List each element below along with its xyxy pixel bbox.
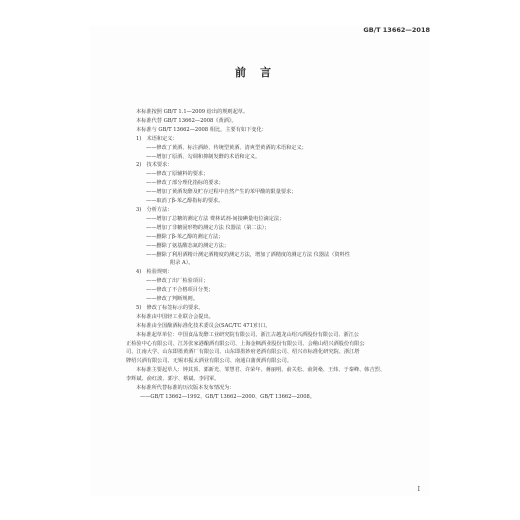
text-line: 附录 A）。 [170,260,194,267]
text-line: 本标准按照 GB/T 1.1—2009 给出的规则起草。 [136,109,249,115]
text-line: ——修改了不合格项目分类； [146,287,214,294]
text-line: 正检验中心有限公司、江苏张家港酿酒有限公司、上海金枫酒业股份有限公司、会稽山绍兴酒股份有限公 [126,340,365,347]
text-line: 本标准所代替标准的历次版本发布情况为： [136,385,235,392]
text-line: 2) 技术要求： [136,162,173,169]
text-line: ——修改了黄酒、标注酒龄、传统型黄酒、清爽型黄酒的术语和定义； [146,144,307,151]
text-line: 1) 术语和定义： [136,135,178,142]
text-line: ——增加了原酒、勾调和抑制发酵的术语和定义。 [146,153,261,160]
text-line: 牌绍兴酒有限公司、无锡市振太酒业有限公司、南通白蒲黄酒有限公司。 [126,358,293,365]
text-line: ——增加了非糖固形物的测定方法 仪器法（第二法）； [146,224,270,231]
text-line: ——删除了β-苯乙醇的测定方法； [146,233,224,240]
text-line: ——增加了总糖的测定方法 费林试剂-间接碘量电位滴定法； [146,215,285,222]
text-line: ——删除了利用酒精计测定酒精度的测定方法，增加了酒精度的测定方法 仪器法（资料性 [146,251,350,258]
text-line: 5) 修改了标签标示的要求。 [136,304,204,311]
text-line: 本标准起草单位：中国食品发酵工业研究院有限公司、浙江古越龙山绍兴酒股份有限公司、浙江公 [136,331,360,338]
text-line: 4) 检验规则： [136,269,173,276]
page-title: 前言 [235,66,285,79]
page-number: I [417,486,420,493]
text-line: 司、江南大学、山东即墨黄酒厂有限公司、山东即墨妙府老酒有限公司、绍兴市标准化研究院、浙江塔 [126,349,360,356]
text-line: ——删除了氨基酸态氮的测定方法； [146,242,230,249]
text-line: ——修改了出厂检验项目； [146,278,209,285]
standard-code: GB/T 13662—2018 [363,26,430,34]
text-line: 本标准主要起草人：钟其顶、郭新光、邹慧君、许荣年、蒋丽明、俞关松、俞剑桑、王炜、于秦峰、韩吉烈、 [136,367,386,374]
text-line: 3) 分析方法： [136,206,173,213]
text-line: 本标准代替 GB/T 13662—2008《黄酒》。 [136,117,237,124]
text-line: ——增加了黄酒发酵及贮存过程中自然产生的苯甲酸的限量要求； [146,189,297,196]
text-line: 本标准由中国轻工业联合会提出。 [136,313,214,320]
preface-body [126,108,396,402]
text-line: 李辉斌、俞红波、郭宇、蔡斌、李同軍。 [126,376,220,383]
text-line: ——修改了判断规则。 [146,296,198,303]
text-line: ——修改了部分理化指标的要求； [146,180,224,187]
document-page [90,26,430,496]
text-line: 本标准由全国酿酒标准化技术委员会(SAC/TC 471)归口。 [136,322,271,329]
text-line: ——GB/T 13662—1992、GB/T 13662—2000、GB/T 13662—2008。 [140,394,316,400]
text-line: ——修改了原辅料的要求； [146,171,209,178]
text-line: ——取消了β-苯乙醇指标的要求。 [146,198,224,205]
text-line: 本标准与 GB/T 13662—2008 相比，主要有如下变化： [136,126,267,133]
